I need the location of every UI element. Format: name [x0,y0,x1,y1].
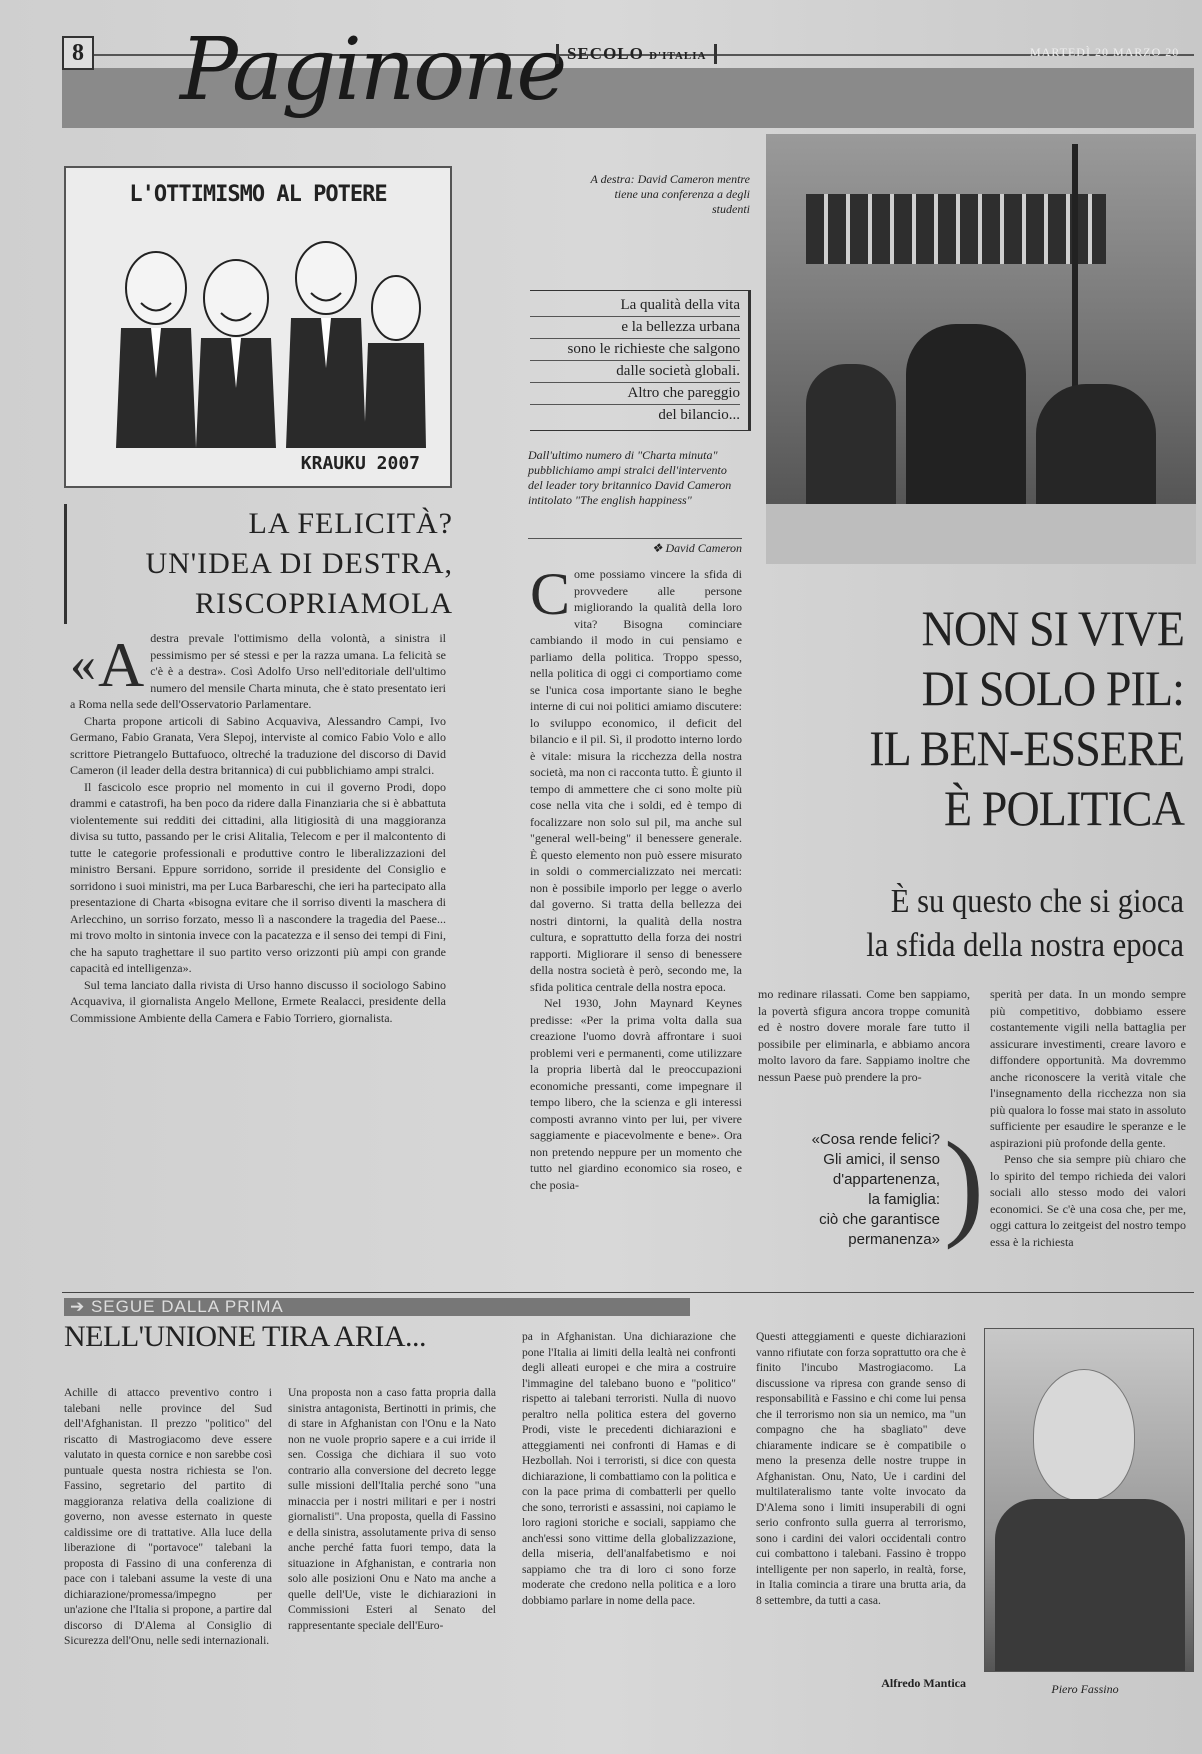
pull-box-line: La qualità della vita [530,295,740,317]
cartoon-signature: KRAUKU 2007 [300,453,420,474]
cartoon-illustration [96,218,426,448]
pull-box-line: del bilancio... [658,407,740,423]
subheadline-line: È su questo che si gioca [890,883,1184,920]
portrait-face [1033,1369,1135,1501]
pull-box-line: sono le richieste che salgono [530,339,740,361]
speech-paragraph: ome possiamo vincere la sfida di provvedere alle persone migliorando la qualità della loro vita? Bisogna cominciare cambiando il modo in cui pensiamo e parliamo della politica. Troppo spesso, nella politica di oggi ci comportiamo come se l'unica cosa importante siano le beghe interne di cui noi politici amiamo discutere: lo sviluppo economico, il deficit del bilancio e il pil. Sì, il prodotto interno lordo è vitale: misura la ricchezza della nostra società, ma non ci racconta tutto. È giunto il tempo di ammettere che ci sono molte più cose nella vita che i soldi, ed è tempo di focalizzare non solo sul pil, ma anche sul "general well-being" il benessere generale. È questo elemento non può essere misurato in soldi o commercializzato nei mercati: non è possibile imporlo per legge o averlo dal governo. Si tratta della bellezza dei nostri dintorni, la qualità della nostra cultura, e soprattutto della forza dei nostri rapporti. Migliorare il senso di benessere della nostra società è però, secondo me, la sfida politica centrale della nostra epoca. [530,567,742,994]
speech-paragraph: Penso che sia sempre più chiaro che lo spirito del tempo richieda dei valori sociali allo stesso modo dei valori economici. Se c'è una cosa che, per me, oggi cattura lo zeitgeist del nostro tempo essa è la richiesta [990,1152,1186,1249]
headline-line: LA FELICITÀ? [248,507,453,540]
pull-quote-line: Gli amici, il senso [823,1151,940,1168]
drop-cap: C [530,566,571,627]
pull-box-line: e la bellezza urbana [530,317,740,339]
bottom-column-3: pa in Afghanistan. Una dichiarazione che pone l'Italia ai limiti della lealtà nei confronti degli alleati europei e che mira a costruire l'immagine del talebano buono e "politico" rispetto ai talebani terroristi. Nulla di nuovo peraltro nella politica estera del governo Prodi, viste le precedenti dichiarazioni e atteggiamenti nei confronti di Hamas e di Hezbollah. Noi i terroristi, si dice con questa dichiarazione, li combattiamo con la politica e con la pace prima di combatterli per quello che sono, terroristi e assassini, noi capiamo le loro ragioni storiche e sociali, sappiamo che anch'essi sono vittime della globalizzazione, della miseria, dell'analfabetismo e noi sappiamo che tra di loro ci sono forze moderate che credono nella politica e a loro dobbiamo parlare in nome della pace. [522,1331,736,1607]
article-paragraph: Charta propone articoli di Sabino Acquaviva, Alessandro Campi, Ivo Germano, Fabio Granata, Vera Slepoj, interviste al comico Fabio Volo e allo scrittore Pietrangelo Buttafuoco, oltreché la traduzione del discorso di David Cameron (il leader della destra britannica) di cui pubblichiamo ampi stralci. [70,713,446,777]
speech-paragraph: sperità per data. In un mondo sempre più competitivo, dobbiamo essere costantemente vigili nella battaglia per assicurare investimenti, creare lavoro e diffondere opportunità. Ma dovremmo anche riconoscere la verità vitale che l'insegnamento della ricchezza non sia più qualora lo fosse mai stato in assoluto sufficiente per esaudire le speranze e le aspirazioni più profonde della gente. [990,987,1186,1150]
main-subheadline [802,880,1184,968]
student-center [906,324,1026,524]
cartoon [64,166,452,488]
pull-quote-line: «Cosa rende felici? [811,1131,940,1148]
main-headline [794,598,1184,838]
cartoon-title: L'OTTIMISMO AL POTERE [129,182,387,207]
cameron-speech-body [530,566,742,1266]
pull-box-line: dalle società globali. [530,361,740,383]
intro-author: ❖ David Cameron [528,538,742,556]
pull-box-line: Altro che pareggio [530,383,740,405]
cameron-photo [766,134,1196,564]
bottom-headline: NELL'UNIONE TIRA ARIA... [64,1320,426,1353]
pull-quote-line: d'appartenenza, [832,1171,940,1188]
drop-cap: A [98,630,145,700]
page-number: 8 [62,36,94,70]
masthead-subtitle: D'ITALIA [649,50,707,62]
section-divider [62,1292,1194,1293]
article-paragraph: Il fascicolo esce proprio nel momento in cui il governo Prodi, dopo drammi e catastrofi, ha ben poco da ridere dalla Finanziaria che si è abbattuta violentemente sui redditi dei cittadini, alla litigiosità di una maggioranza divisa su tutto, passando per le crisi Alitalia, Telecom e per il malcontento di tutte le categorie professionali e produttive contro le liberalizzazioni del ministro Bersani. Eppure sorridono, sorride il presidente del Consiglio e sorridono i suoi ministri, ma per Luca Barbareschi, che ieri ha partecipato alla presentazione di Charta «bisogna evitare che il sorriso diventi la maschera di Arlecchino, un sorriso forzato, messo lì a nascondere la tragedia del Paese... mi trovo molto in sintonia invece con la pacatezza e il senso dei tempi di Fini, che ha saputo traghettare il suo partito verso orizzonti più ampi con grande capacità ed intelligenza». [70,779,446,975]
article-body [70,630,446,1260]
article-paragraph: destra prevale l'ottimismo della volontà, a sinistra il pessimismo per sé stessi e per la razza umana. La felicità se c'è è a destra». Così Adolfo Urso nell'editoriale dell'ultimo numero del mensile Charta minuta, che è stato presentato ieri a Roma nella sede dell'Osservatorio Parlamentare. [70,631,446,711]
article-signature: Alfredo Mantica [881,1676,966,1690]
speech-continuation-2 [990,986,1186,1276]
pull-quote-line: la famiglia: [868,1191,940,1208]
fassino-photo [984,1328,1194,1672]
bottom-column-4: Questi atteggiamenti e queste dichiarazioni vanno rifiutate con forza soprattutto ora che è finito l'incubo Mastrogiacomo. La discussione va ripresa con grande senso di responsabilità e Fassino e chi come lui pensa che il terrorismo non sia un nemico, ma "un compagno che ha sbagliato" deve chiaramente indicare se è compatibile o meno la presenza delle nostre truppe in Afghanistan. Onu, Nato, Ue i cardini del multilateralismo tante volte invocato da D'Alema sono i limiti insuperabili di ogni serio confronto sulla guerra al terrorismo, sono i cardini dei valori occidentali contro cui combattono i talebani. Fassino è troppo intelligente per non saperlo, in realtà, forse, in Italia comincia a tirare una brutta aria, da 8 settembre, da tutti a casa. [756,1331,966,1607]
speech-continuation-1: mo redinare rilassati. Come ben sappiamo, la povertà sfigura ancora troppe comunità ed è nostro dovere morale fare tutto il possibile per eliminarla, e abbiamo ancora molto lavoro da fare. Sappiamo inoltre che nessun Paese può prendere la pro- [758,987,970,1084]
masthead [556,44,717,64]
headline-line: RISCOPRIAMOLA [194,587,453,620]
drop-quote: « [70,636,96,693]
pull-quote-line: ciò che garantisce [819,1211,940,1228]
main-headline-line: NON SI VIVE [921,600,1184,656]
student-left [806,364,896,504]
speech-paragraph: Nel 1930, John Maynard Keynes predisse: «Per la prima volta dalla sua creazione l'uomo dovrà affrontare i suoi problemi veri e permanenti, come utilizzare la propria libertà dal le preoccupazioni economiche pressanti, come impegnare il tempo libero, che la scienza e gli interessi composti avranno vinto per lui, per vivere saggiamente e piacevolmente e bene». Ora non pretendo neppure per un momento che tutto nel giardino economico sia roseo, e che posia- [530,996,742,1192]
portrait-body [995,1499,1185,1671]
article-headline [64,504,453,624]
main-headline-line: IL BEN-ESSERE [869,720,1184,776]
subheadline-line: la sfida della nostra epoca [866,927,1184,964]
photo-caption: A destra: David Cameron mentre tiene una conferenza a degli studenti [590,172,750,216]
fassino-photo-caption: Piero Fassino [1051,1682,1119,1696]
masthead-title: SECOLO [567,44,644,63]
section-title: Paginone [180,20,566,120]
pull-box [530,290,751,431]
desk [766,504,1196,564]
bottom-column-1: Achille di attacco preventivo contro i talebani nelle province del Sud dell'Afghanistan. Il prezzo "politico" del riscatto di Mastrogiacomo deve essere valutato in questa cornice e non sarebbe così puntuale questa nostra richiesta se l'on. Fassino, segretario del partito di maggioranza relativa della coalizione di governo, non avesse esternato in queste caldissime ore di trattative. Alla luce della liberazione di "portavoce" talebani la proposta di Fassino di una conferenza di pace con i talebani assume la veste di una dichiarazione/promessa/impegno per un'azione che l'Italia si propone, a partire dal discorso di D'Alema al Consiglio di Sicurezza dell'Onu, nelle sedi internazionali. [64,1387,272,1647]
quote-parenthesis: ) [944,1117,984,1250]
main-headline-line: DI SOLO PIL: [921,660,1184,716]
intro-caption: Dall'ultimo numero di "Charta minuta" pubblichiamo ampi stralci dell'intervento del leader tory britannico David Cameron intitolato "The english happiness" [528,448,732,507]
headline-line: UN'IDEA DI DESTRA, [145,547,453,580]
bottom-column-2: Una proposta non a caso fatta propria dalla sinistra antagonista, Bertinotti in primis, che di stare in Afghanistan con l'Onu e la Nato non ne vuole proprio sapere e a cui irride il sen. Cossiga che dichiara il suo voto contrario alla conversione del decreto legge sulle missioni dell'Italia perché sono "una minaccia per i nostri militari e per i nostri giornalisti". Una proposta, quella di Fassino e della sinistra, assolutamente priva di senso anche perché fatta fuori tempo, data la situazione in Afghanistan, e contraria non solo alle posizioni Onu e Nato ma anche a quelle dell'Ue, viste le dichiarazioni in Commissioni Esteri al Senato del rappresentante speciale dell'Euro- [288,1387,496,1632]
continued-from-front-label: ➔ SEGUE DALLA PRIMA [64,1298,690,1316]
article-paragraph: Sul tema lanciato dalla rivista di Urso hanno discusso il sociologo Sabino Acquaviva, il giornalista Angelo Mellone, Ermete Realacci, presidente della Commissione Ambiente della Camera e Fabio Torriero, giornalista. [70,977,446,1025]
bookshelf [806,194,1106,264]
pull-quote-line: permanenza» [848,1231,940,1248]
main-headline-line: È POLITICA [944,780,1184,836]
issue-date: MARTEDÌ 20 MARZO 20 [1030,45,1180,59]
pull-quote [780,1130,940,1250]
